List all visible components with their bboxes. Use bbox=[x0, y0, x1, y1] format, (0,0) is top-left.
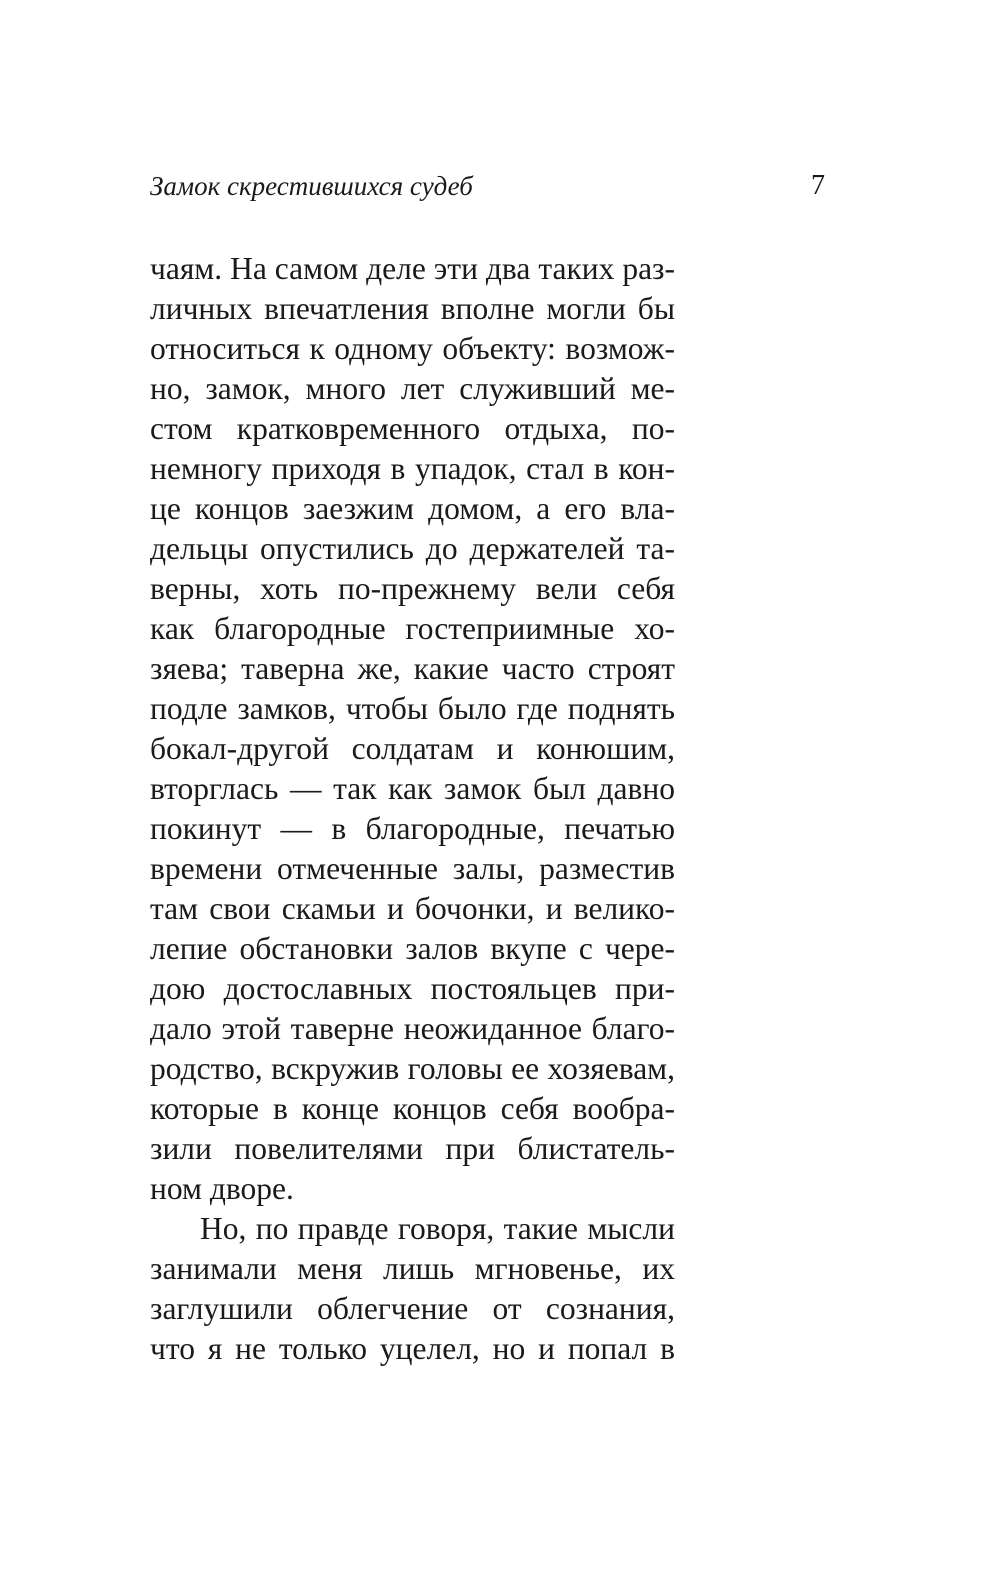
text-line: дельцы опустились до держателей та- bbox=[150, 531, 675, 566]
text-line: верны, хоть по-прежнему вели себя bbox=[150, 571, 675, 606]
page-number: 7 bbox=[811, 170, 825, 201]
text-line: це концов заезжим домом, а его вла- bbox=[150, 491, 675, 526]
text-line: стом кратковременного отдыха, по- bbox=[150, 411, 675, 446]
text-line: чаям. На самом деле эти два таких раз- bbox=[150, 251, 675, 286]
text-line: что я не только уцелел, но и попал в bbox=[150, 1331, 675, 1366]
text-line: подле замков, чтобы было где поднять bbox=[150, 691, 675, 726]
text-line: там свои скамьи и бочонки, и велико- bbox=[150, 891, 675, 926]
text-line: личных впечатления вполне могли бы bbox=[150, 291, 675, 326]
text-line: относиться к одному объекту: возмож- bbox=[150, 331, 675, 366]
text-line: Но, по правде говоря, такие мысли bbox=[200, 1211, 675, 1246]
text-line: которые в конце концов себя вообра- bbox=[150, 1091, 675, 1126]
text-line: зяева; таверна же, какие часто строят bbox=[150, 651, 675, 686]
text-line: покинут — в благородные, печатью bbox=[150, 811, 675, 846]
text-line: дою достославных постояльцев при- bbox=[150, 971, 675, 1006]
text-line: бокал-другой солдатам и конюшим, bbox=[150, 731, 675, 766]
text-line: родство, вскружив головы ее хозяевам, bbox=[150, 1051, 675, 1086]
body-text bbox=[150, 249, 675, 1369]
text-line: вторглась — так как замок был давно bbox=[150, 771, 675, 806]
text-line: но, замок, много лет служивший ме- bbox=[150, 371, 675, 406]
text-line: дало этой таверне неожиданное благо- bbox=[150, 1011, 675, 1046]
text-line: как благородные гостеприимные хо- bbox=[150, 611, 675, 646]
text-line: немногу приходя в упадок, стал в кон- bbox=[150, 451, 675, 486]
text-line: лепие обстановки залов вкупе с чере- bbox=[150, 931, 675, 966]
text-line: заглушили облегчение от сознания, bbox=[150, 1291, 675, 1326]
paragraph-2 bbox=[150, 1209, 675, 1369]
paragraph-1 bbox=[150, 249, 675, 1209]
text-line: времени отмеченные залы, разместив bbox=[150, 851, 675, 886]
running-head bbox=[150, 166, 825, 206]
text-line: зили повелителями при блистатель- bbox=[150, 1131, 675, 1166]
running-title: Замок скрестившихся судеб bbox=[150, 171, 473, 201]
text-line: ном дворе. bbox=[150, 1171, 294, 1206]
text-line: занимали меня лишь мгновенье, их bbox=[150, 1251, 675, 1286]
